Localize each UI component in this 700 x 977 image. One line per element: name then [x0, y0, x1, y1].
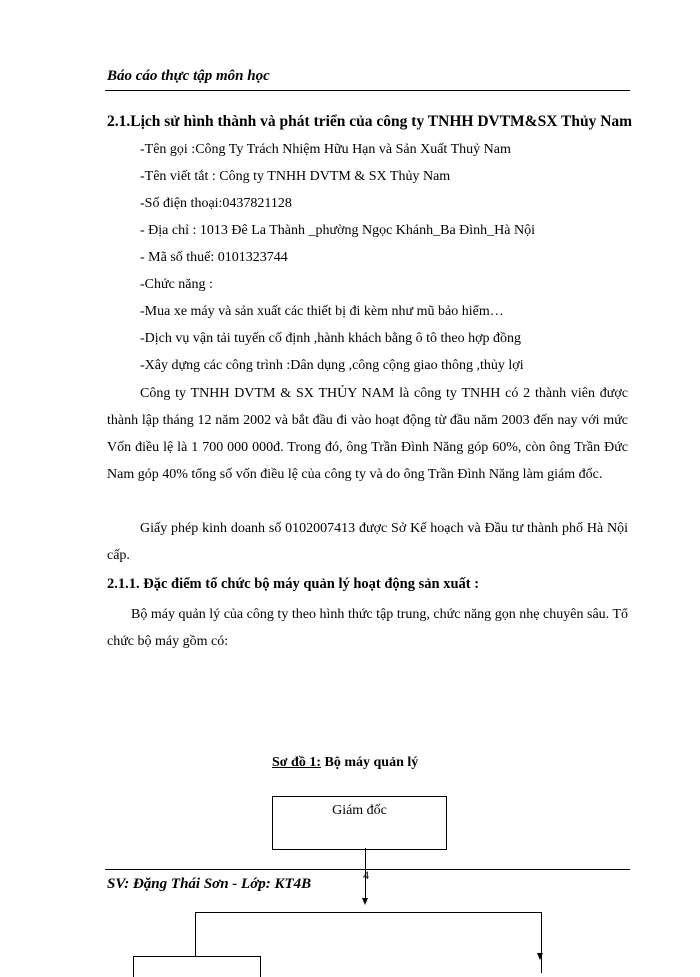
- director-box-label: Giám đốc: [332, 803, 387, 818]
- section-heading: 2.1.Lịch sử hình thành và phát triển của công ty TNHH DVTM&SX Thủy Nam: [107, 113, 633, 130]
- department-box-left: [133, 956, 261, 977]
- info-line-function-3: -Xây dựng các công trình :Dân dụng ,công cộng giao thông ,thủy lợi: [140, 358, 524, 373]
- footer-author: SV: Đặng Thái Sơn - Lớp: KT4B: [107, 876, 312, 892]
- info-line-tax-code: - Mã số thuế: 0101323744: [140, 250, 288, 265]
- info-line-phone: -Số điện thoại:0437821128: [140, 196, 292, 211]
- arrow-head-down: [362, 898, 368, 905]
- info-line-address: - Địa chỉ : 1013 Đê La Thành _phường Ngọc Khánh_Ba Đình_Hà Nội: [140, 223, 535, 238]
- info-line-short-name: -Tên viết tắt : Công ty TNHH DVTM & SX Thủy Nam: [140, 169, 451, 184]
- page-number: 4: [363, 868, 369, 882]
- diagram-caption-prefix: Sơ đồ 1:: [272, 755, 321, 770]
- diagram-caption: [272, 755, 418, 771]
- header-rule: [105, 90, 630, 91]
- info-line-function-2: -Dịch vụ vận tải tuyến cố định ,hành khách bằng ô tô theo hợp đồng: [140, 331, 522, 346]
- paragraph-business-license: Giấy phép kinh doanh số 0102007413 được Sở Kế hoạch và Đầu tư thành phố Hà Nội cấp.: [107, 521, 628, 563]
- info-line-company-name: -Tên gọi :Công Ty Trách Nhiệm Hữu Hạn và Sản Xuất Thuỷ Nam: [140, 142, 511, 157]
- paragraph-management-structure: Bộ máy quản lý của công ty theo hình thức tập trung, chức năng gọn nhẹ chuyên sâu. Tổ chức bộ máy gồm có:: [107, 607, 628, 649]
- subsection-heading: 2.1.1. Đặc điểm tổ chức bộ máy quản lý hoạt động sản xuất :: [107, 576, 480, 592]
- paragraph-company-history: Công ty TNHH DVTM & SX THỦY NAM là công ty TNHH có 2 thành viên được thành lập tháng 12 năm 2002 và bắt đầu đi vào hoạt động từ đầu năm 2003 đến nay với mức Vốn điều lệ là 1 700 000 000đ. Trong đó, ông Trần Đình Năng góp 60%, còn ông Trần Đức Nam góp 40% tổng số vốn điều lệ của công ty và do ông Trần Đình Năng làm giám đốc.: [107, 386, 628, 482]
- info-line-function-1: -Mua xe máy và sản xuất các thiết bị đi kèm như mũ bảo hiểm…: [140, 304, 504, 319]
- report-header-title: Báo cáo thực tập môn học: [107, 68, 270, 84]
- director-box: [272, 796, 447, 850]
- arrow-head-right-branch: [537, 953, 543, 960]
- info-line-functions: -Chức năng :: [140, 277, 213, 292]
- diagram-caption-title: Bộ máy quản lý: [321, 755, 419, 770]
